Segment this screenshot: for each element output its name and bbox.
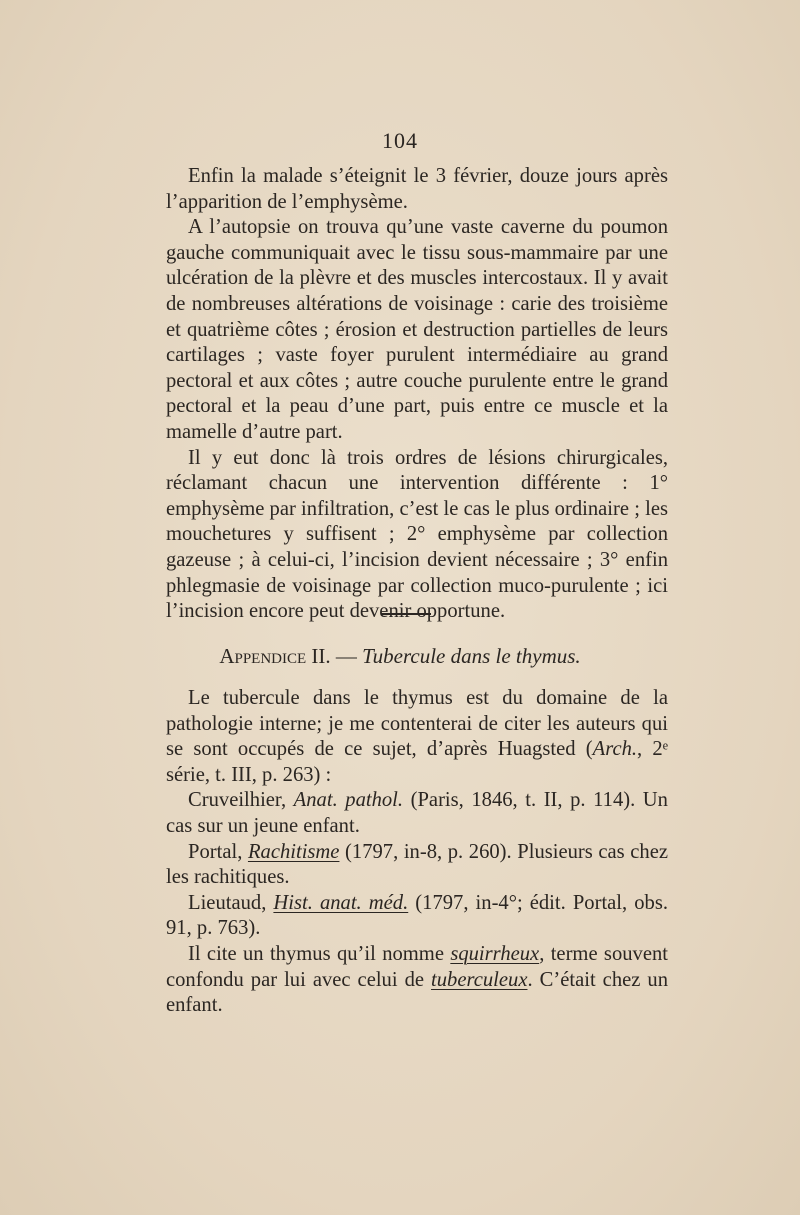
intro-ref-title: Arch.: [592, 738, 638, 761]
paragraph-intro: [166, 686, 668, 788]
term-tuberculeux: tuberculeux: [431, 968, 528, 991]
closing-text: , terme souvent confondu par lui avec celui de: [166, 942, 668, 991]
appendix-text: [166, 686, 668, 1019]
ref-details: (Paris, 1846, t. II, p. 114). Un cas sur un jeune enfant.: [166, 789, 668, 837]
ref-details: (1797, in-8, p. 260). Plusieurs cas chez les rachitiques.: [166, 840, 668, 889]
appendix-title: Tubercule dans le thymus.: [362, 644, 581, 668]
paragraph-lesions: Il y eut donc là trois ordres de lésions chirurgicales, réclamant chacun une intervention différente : 1° emphysème par infiltration, c’est le cas le plus ordinaire ; les mouchetures y suffisent ; 2° emphysème par collection gazeuse ; à celui-ci, l’incision devient nécessaire ; 3° enfin phlegmasie de voisinage par collection muco-purulente ; ici l’incision encore peut devenir opportune.: [166, 446, 668, 623]
ref-author: Portal,: [188, 840, 248, 863]
term-squirrheux: squirrheux: [450, 942, 540, 965]
reference-cruveilhier: [166, 788, 668, 839]
closing-text: . C’était chez un enfant.: [166, 968, 668, 1017]
appendix-heading: [0, 643, 800, 669]
ref-title: Rachitisme: [247, 840, 340, 863]
appendix-dash: —: [330, 644, 363, 668]
intro-rest: , 2ᵉ série, t. III, p. 263) :: [166, 738, 668, 786]
ref-title: Hist. anat. méd.: [273, 891, 409, 914]
reference-portal: [166, 840, 668, 891]
ref-title: Anat. pathol.: [293, 789, 404, 812]
ref-author: Lieutaud,: [188, 891, 274, 914]
paragraph-closing: [166, 942, 668, 1019]
section-divider: [381, 613, 431, 615]
paragraph-death: Enfin la malade s’éteignit le 3 février, douze jours après l’apparition de l’emphysème.: [166, 165, 668, 213]
closing-text: Il cite un thymus qu’il nomme: [188, 942, 451, 965]
ref-details: (1797, in-4°; édit. Portal, obs. 91, p. 763).: [166, 891, 668, 940]
ref-author: Cruveilhier,: [188, 789, 294, 812]
intro-text: Le tubercule dans le thymus est du domaine de la pathologie interne; je me contenterai de citer les auteurs qui se sont occupés de ce sujet, d’après Huagsted (: [166, 687, 668, 761]
case-report-text: [166, 164, 668, 625]
reference-lieutaud: [166, 891, 668, 942]
appendix-label: Appendice II.: [219, 644, 331, 668]
page-number: 104: [382, 128, 418, 153]
paragraph-autopsy: A l’autopsie on trouva qu’une vaste caverne du poumon gauche communiquait avec le tissu sous-mammaire par une ulcération de la plèvre et des muscles intercostaux. Il y avait de nombreuses altérations de voisinage : carie des troisième et quatrième côtes ; érosion et destruction partielles de leurs cartilages ; vaste foyer purulent intermédiaire au grand pectoral et aux côtes ; autre couche purulente entre le grand pectoral et la peau d’une part, puis entre ce muscle et la mamelle d’autre part.: [166, 216, 668, 443]
